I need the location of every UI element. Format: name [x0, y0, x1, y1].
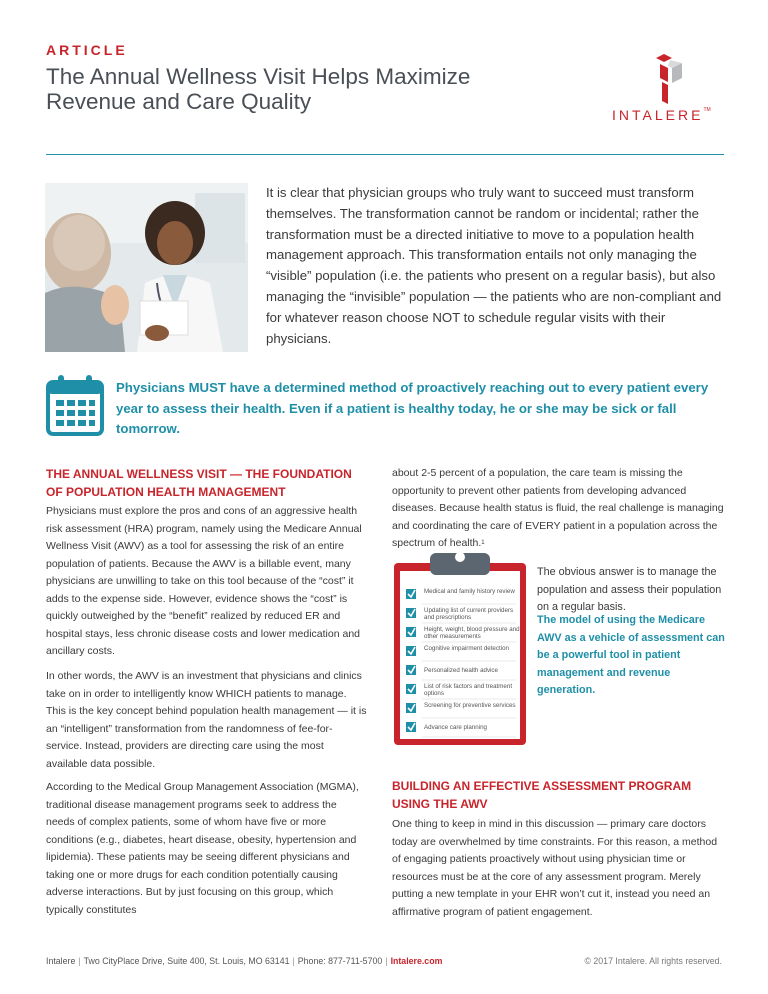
- callout-text: Physicians MUST have a determined method of proactively reaching out to every patient every year to assess their health. Even if a patient is healthy today, he or she may be sick or fall tomorrow.: [116, 380, 709, 436]
- page-title: [46, 64, 566, 114]
- intro-paragraph: It is clear that physician groups who truly want to succeed must transform themselves. The transformation cannot be random or incidental; rather the transformation must be a directed initiative to move to a population health management approach. This transformation entails not only managing the “visible” population (i.e. the patients who present on a regular basis), but also managing the “invisible” population — the patients who are non-compliant and for whatever reason choose NOT to schedule regular visits with their physicians.: [266, 185, 722, 346]
- col2-paragraph-2: One thing to keep in mind in this discussion — primary care doctors today are overwhelmed by time constraints. For this reason, a method of engaging patients proactively without using physician time or resources must be at the core of any assessment program. Merely putting a new template in your EHR won’t cut it, instead you need an affirmative program of patient engagement.: [392, 818, 718, 918]
- title-line-1: The Annual Wellness Visit Helps Maximize: [46, 64, 471, 89]
- col1-paragraph-1: Physicians must explore the pros and cons of an aggressive health risk assessment (HRA) program, namely using the Medicare Annual Wellness Visit (AWV) as a tool for assessing the risk of an entire population of patients. Because the AWV is a billable event, many physicians are unwilling to take on this tool because of the “cost” it adds to the expense side. However, evidence shows the “cost” is quickly outweighed by the “benefit” realized by reduced ER and hospital stays, less chronic disease costs and lower medication and ancillary costs.: [46, 505, 362, 657]
- checklist-item: Height, weight, blood pressure and other measurements: [424, 626, 520, 640]
- logo-trademark: TM: [703, 107, 711, 113]
- checklist-item: List of risk factors and treatment options: [424, 683, 513, 697]
- footer-company: Intalere: [46, 956, 76, 966]
- checklist-item: Cognitive impairment detection: [424, 645, 509, 652]
- doctor-patient-photo: [45, 183, 248, 352]
- header-divider: [46, 154, 724, 155]
- checklist-item: Medical and family history review: [424, 588, 515, 595]
- footer-website-link[interactable]: Intalere.com: [390, 956, 443, 966]
- footer-address: Two CityPlace Drive, Suite 400, St. Louis, MO 63141: [83, 956, 290, 966]
- col2-paragraph-1: [392, 465, 728, 553]
- col2-paragraph-1-text: about 2-5 percent of a population, the care team is missing the opportunity to prevent other patients from developing advanced diseases. Because health status is fluid, the real challenge is managing and coordinating the care of EVERY patient in a population across the spectrum of health.: [392, 467, 724, 549]
- logo-wordmark-text: INTALERE: [612, 107, 704, 123]
- title-line-2: Revenue and Care Quality: [46, 89, 312, 114]
- footnote-marker: 1: [481, 540, 485, 546]
- clipboard-side-highlight: The model of using the Medicare AWV as a vehicle of assessment can be a powerful tool in patient management and revenue generation.: [537, 614, 725, 696]
- col1-paragraph-2: In other words, the AWV is an investment that physicians and clinics take on in order to intelligently know WHICH patients to manage. This is the key concept behind population health management — it is an “intelligent” transformation from the randomness of fee-for-service. Instead, providers are directing care using the most available data possible.: [46, 670, 367, 770]
- footer-phone: Phone: 877-711-5700: [297, 956, 383, 966]
- article-kicker: ARTICLE: [46, 42, 128, 58]
- checklist-item: Advance care planning: [424, 724, 487, 731]
- checklist-item: Updating list of current providers and prescriptions: [424, 607, 514, 621]
- footer-copyright: © 2017 Intalere. All rights reserved.: [584, 956, 722, 966]
- section-heading-assessment: BUILDING AN EFFECTIVE ASSESSMENT PROGRAM USING THE AWV: [392, 779, 692, 811]
- col1-paragraph-3: According to the Medical Group Management Association (MGMA), traditional disease management programs seek to address the needs of complex patients, some of whom have five or more conditions (e.g., diabetes, heart disease, obesity, hypertension and lipidemia). These patients may be seeing different physicians and taking one or more drugs for each condition potentially causing adverse interactions. But by just focusing on this group, which typically constitutes: [46, 781, 359, 916]
- footer-contact: Intalere | Two CityPlace Drive, Suite 400, St. Louis, MO 63141 | Phone: 877-711-5700 | Intalere.com: [46, 956, 443, 966]
- checklist-item: Personalized health advice: [424, 667, 498, 674]
- calendar-icon: [46, 374, 104, 436]
- logo-wordmark: [612, 107, 711, 123]
- clipboard-side-text: The obvious answer is to manage the population and assess their population on a regular basis.: [537, 566, 722, 613]
- checklist-item: Screening for preventive services: [424, 702, 516, 709]
- section-heading-awv: THE ANNUAL WELLNESS VISIT — THE FOUNDATION OF POPULATION HEALTH MANAGEMENT: [46, 467, 352, 499]
